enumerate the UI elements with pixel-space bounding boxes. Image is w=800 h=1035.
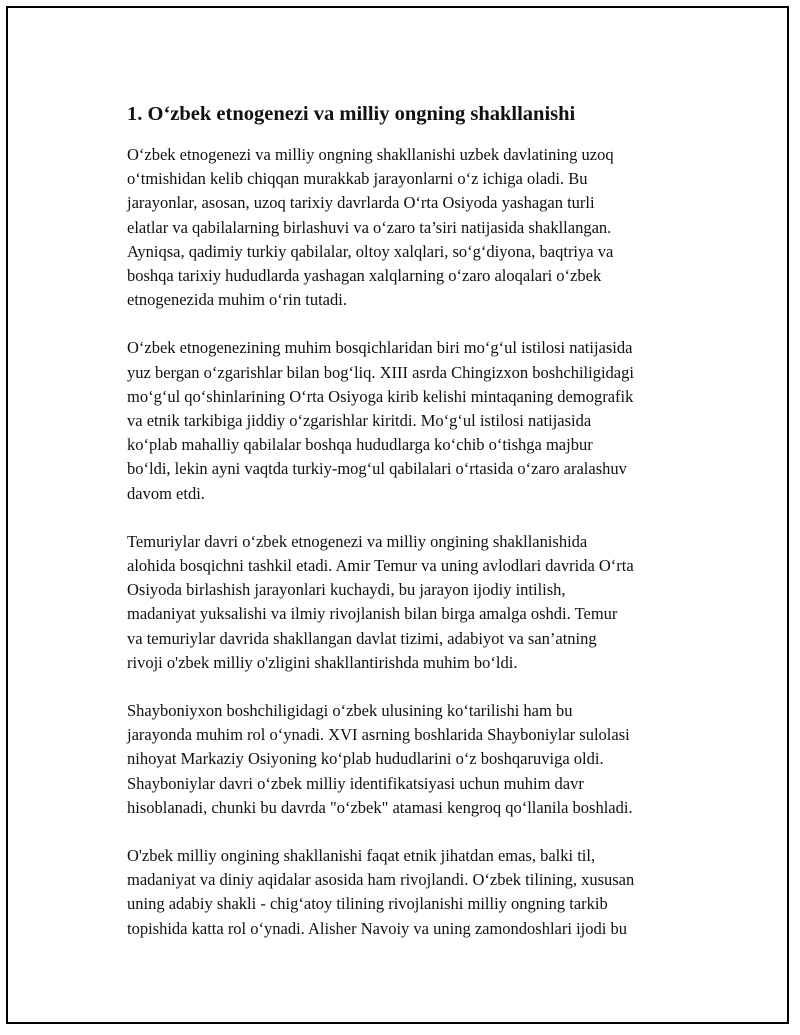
section-heading: 1. O‘zbek etnogenezi va milliy ongning shakllanishi xyxy=(127,103,576,125)
text-line: jarayonda muhim rol o‘ynadi. XVI asrning boshlarida Shayboniylar sulolasi xyxy=(127,725,630,745)
text-line: va temuriylar davrida shakllangan davlat tizimi, adabiyot va san’atning xyxy=(127,628,597,648)
text-line: O'zbek milliy ongining shakllanishi faqat etnik jihatdan emas, balki til, xyxy=(127,846,596,866)
text-line: bo‘ldi, lekin ayni vaqtda turkiy-mog‘ul qabilalari o‘rtasida o‘zaro aralashuv xyxy=(127,459,627,479)
text-line: elatlar va qabilalarning birlashuvi va o‘zaro ta’siri natijasida shakllangan. xyxy=(127,217,612,237)
text-line: O‘zbek etnogenezining muhim bosqichlaridan biri mo‘g‘ul istilosi natijasida xyxy=(127,338,633,358)
text-line: uning adabiy shakli - chig‘atoy tilining rivojlanishi milliy ongning tarkib xyxy=(127,894,608,914)
text-line: Shayboniyxon boshchiligidagi o‘zbek ulusining ko‘tarilishi ham bu xyxy=(127,701,573,721)
text-line: jarayonlar, asosan, uzoq tarixiy davrlarda O‘rta Osiyoda yashagan turli xyxy=(127,193,595,213)
paragraph-5 xyxy=(119,844,699,941)
paragraph-2 xyxy=(119,336,699,505)
text-line: topishida katta rol o‘ynadi. Alisher Navoiy va uning zamondoshlari ijodi bu xyxy=(127,918,627,938)
paragraph-1 xyxy=(119,143,699,312)
text-line: madaniyat va diniy aqidalar asosida ham rivojlandi. O‘zbek tilining, xususan xyxy=(127,870,635,890)
text-line: Temuriylar davri o‘zbek etnogenezi va milliy ongining shakllanishida xyxy=(127,531,588,551)
text-line: yuz bergan o‘zgarishlar bilan bog‘liq. XIII asrda Chingizxon boshchiligidagi xyxy=(127,362,634,382)
text-line: mo‘g‘ul qo‘shinlarining O‘rta Osiyoga kirib kelishi mintaqaning demografik xyxy=(127,386,634,406)
text-line: Osiyoda birlashish jarayonlari kuchaydi, bu jarayon ijodiy intilish, xyxy=(127,580,566,600)
text-line: etnogenezida muhim o‘rin tutadi. xyxy=(127,290,347,310)
text-line: alohida bosqichni tashkil etadi. Amir Temur va uning avlodlari davrida O‘rta xyxy=(127,556,634,576)
text-line: Shayboniylar davri o‘zbek milliy identifikatsiyasi uchun muhim davr xyxy=(127,773,584,793)
text-line: O‘zbek etnogenezi va milliy ongning shakllanishi uzbek davlatining uzoq xyxy=(127,145,614,164)
text-line: nihoyat Markaziy Osiyoning ko‘plab hududlarini o‘z boshqaruviga oldi. xyxy=(127,749,604,769)
text-line: Ayniqsa, qadimiy turkiy qabilalar, oltoy xalqlari, so‘g‘diyona, baqtriya va xyxy=(127,241,614,261)
text-line: davom etdi. xyxy=(127,483,205,503)
text-line: hisoblanadi, chunki bu davrda "o‘zbek" atamasi kengroq qo‘llanila boshladi. xyxy=(127,797,633,817)
text-line: boshqa tarixiy hududlarda yashagan xalqlarning o‘zaro aloqalari o‘zbek xyxy=(127,266,602,286)
text-line: ko‘plab mahalliy qabilalar boshqa hududlarga ko‘chib o‘tishga majbur xyxy=(127,435,593,455)
text-line: madaniyat yuksalishi va ilmiy rivojlanish bilan birga amalga oshdi. Temur xyxy=(127,604,618,624)
text-line: rivoji o'zbek milliy o'zligini shakllantirishda muhim bo‘ldi. xyxy=(127,652,518,672)
paragraph-3 xyxy=(119,530,699,675)
page-frame xyxy=(6,6,789,1024)
document-body xyxy=(119,100,699,965)
paragraph-4 xyxy=(119,699,699,820)
text-line: o‘tmishidan kelib chiqqan murakkab jarayonlarni o‘z ichiga oladi. Bu xyxy=(127,169,588,189)
text-line: va etnik tarkibiga jiddiy o‘zgarishlar kiritdi. Mo‘g‘ul istilosi natijasida xyxy=(127,411,592,431)
